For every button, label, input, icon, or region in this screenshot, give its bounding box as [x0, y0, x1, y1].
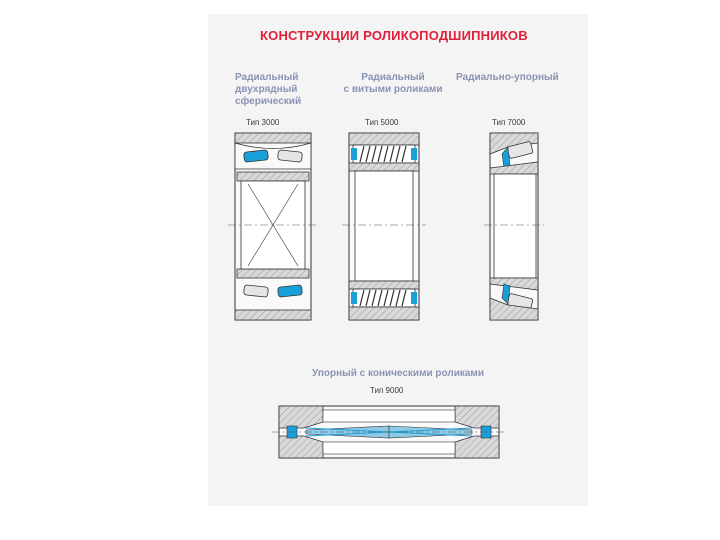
caption-line: Радиально-упорный — [456, 72, 559, 83]
caption-line: Радиальный — [361, 72, 425, 83]
caption-line: Упорный с коническими роликами — [312, 368, 484, 379]
caption-line: Радиальный — [235, 72, 299, 83]
caption-line: с витыми роликами — [343, 84, 443, 95]
type-label-9000: Тип 9000 — [370, 386, 404, 395]
type-label-5000: Тип 5000 — [365, 118, 399, 127]
bearing-type-9000 — [272, 406, 506, 458]
type-label-7000: Тип 7000 — [492, 118, 526, 127]
type-label-3000: Тип 3000 — [246, 118, 280, 127]
bearing-drawings — [208, 14, 588, 506]
bearing-type-5000 — [342, 133, 426, 320]
drawing-sheet — [208, 14, 588, 506]
page-title: КОНСТРУКЦИИ РОЛИКОПОДШИПНИКОВ — [260, 28, 528, 43]
caption-line: двухрядный — [235, 84, 298, 95]
caption-line: сферический — [235, 96, 302, 107]
bearing-type-3000 — [228, 133, 318, 320]
bearing-type-7000 — [484, 133, 544, 320]
